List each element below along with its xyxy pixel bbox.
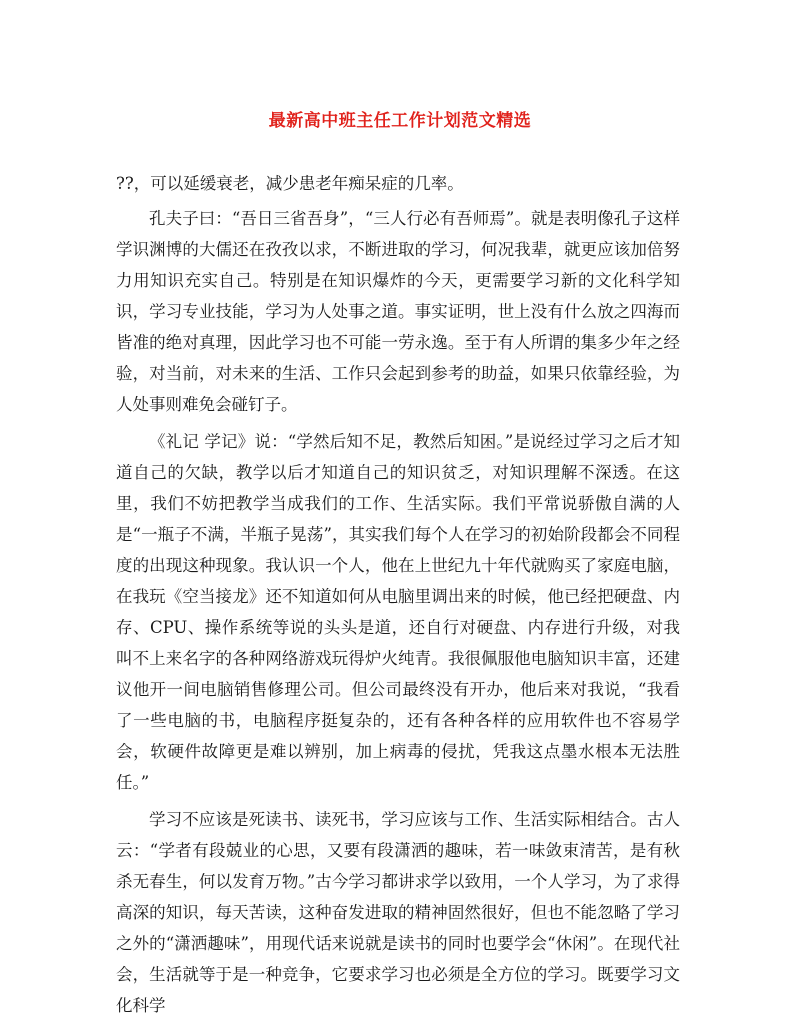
document-body [116,168,680,1027]
document-title: 最新高中班主任工作计划范文精选 [268,111,532,131]
paragraph-1: ??，可以延缓衰老，减少患老年痴呆症的几率。 [116,174,464,193]
paragraph-2: 孔夫子曰：“吾日三省吾身”，“三人行必有吾师焉”。就是表明像孔子这样学识渊博的大儒还在孜孜以求，不断进取的学习，何况我辈，就更应该加倍努力用知识充实自己。特别是在知识爆炸的今天，更需要学习新的文化科学知识，学习专业技能，学习为人处事之道。事实证明，世上没有什么放之四海而皆准的绝对真理，因此学习也不可能一劳永逸。至于有人所谓的集多少年之经验，对当前，对未来的生活、工作只会起到参考的助益，如果只依靠经验，为人处事则难免会碰钉子。 [116,209,680,414]
paragraph-3: 《礼记 学记》说：“学然后知不足，教然后知困。”是说经过学习之后才知道自己的欠缺，教学以后才知道自己的知识贫乏，对知识理解不深透。在这里，我们不妨把教学当成我们的工作、生活实际。我们平常说骄傲自满的人是“一瓶子不满，半瓶子晃荡”，其实我们每个人在学习的初始阶段都会不同程度的出现这种现象。我认识一个人，他在上世纪九十年代就购买了家庭电脑，在我玩《空当接龙》还不知道如何从电脑里调出来的时候，他已经把硬盘、内存、CPU、操作系统等说的头头是道，还自行对硬盘、内存进行升级，对我叫不上来名字的各种网络游戏玩得炉火纯青。我很佩服他电脑知识丰富，还建议他开一间电脑销售修理公司。但公司最终没有开办，他后来对我说，“我看了一些电脑的书，电脑程序挺复杂的，还有各种各样的应用软件也不容易学会，软硬件故障更是难以辨别，加上病毒的侵扰，凭我这点墨水根本无法胜任。” [116,432,680,792]
paragraph-4: 学习不应该是死读书、读死书，学习应该与工作、生活实际相结合。古人云：“学者有段兢业的心思，又要有段潇洒的趣味，若一味敛束清苦，是有秋杀无春生，何以发育万物。”古今学习都讲求学以致用，一个人学习，为了求得高深的知识，每天苦读，这种奋发进取的精神固然很好，但也不能忽略了学习之外的“潇洒趣味”，用现代话来说就是读书的同时也要学会“休闲”。在现代社会，生活就等于是一种竞争，它要求学习也必须是全方位的学习。既要学习文化科学 [116,810,680,1015]
